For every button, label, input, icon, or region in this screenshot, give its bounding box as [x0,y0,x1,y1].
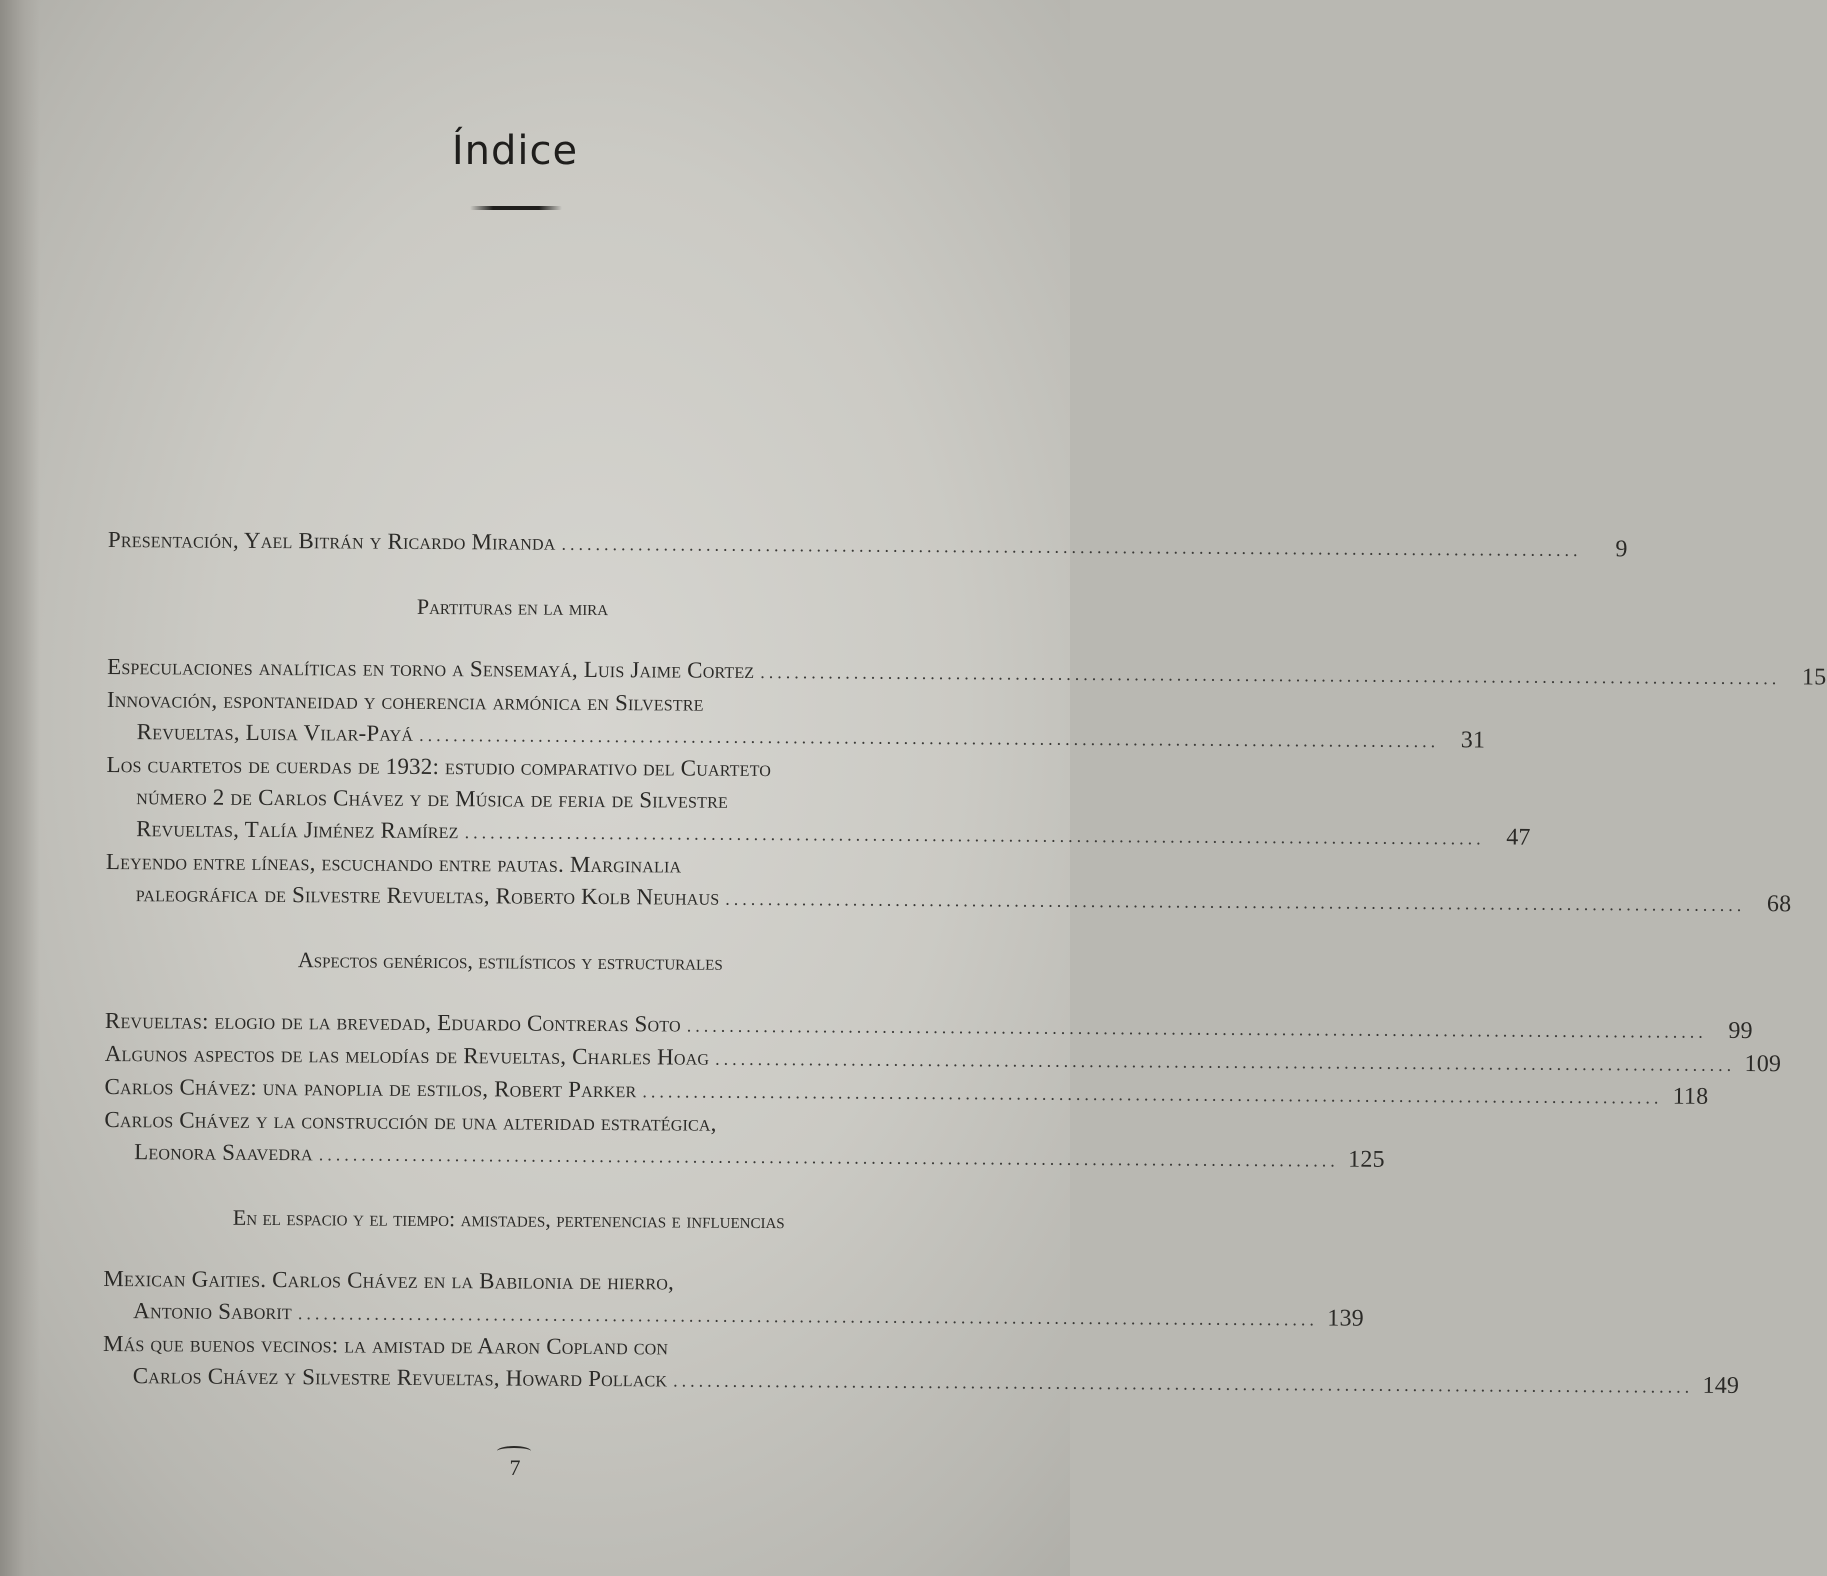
toc-entry [107,651,1827,691]
toc-entry-text: Especulaciones analíticas en torno a Sensemayá, Luis Jaime Cortez [107,653,755,683]
toc-sections [102,589,1827,1399]
leader-dots: ........................................................................................................................ [760,661,1781,689]
page-number: 7 [509,1455,521,1480]
section-heading: En el espacio y el tiempo: amistades, pertenencias e influencias [232,1204,785,1234]
toc-entry [104,1038,1782,1078]
toc-page-number: 109 [1744,1051,1782,1078]
toc-front-matter [107,524,1628,563]
toc-section [105,589,1827,918]
toc-page-number: 139 [1327,1305,1364,1332]
toc-page-number: 9 [1615,536,1628,563]
toc-entry [106,749,1531,851]
toc-entry-line [103,1328,913,1365]
toc-entry-line [106,846,916,883]
toc-section [102,1201,1740,1399]
toc-entry [107,524,1628,563]
toc-entry-text: Revueltas: elogio de la brevedad, Eduardo Contreras Soto [104,1007,681,1037]
toc-entry-text: Los cuartetos de cuerdas de 1932: estudio comparativo del Cuarteto [106,751,772,782]
toc-entry-line [104,1071,1709,1110]
toc-entry-text: Carlos Chávez y la construcción de una alteridad estratégica, [104,1106,717,1136]
toc-page-number: 68 [1766,891,1792,918]
toc-entry-line [106,813,1531,851]
toc-entry-text: Innovación, espontaneidad y coherencia armónica en Silvestre [106,686,704,716]
toc-entry-line [104,1038,1782,1078]
toc-entry-line [107,716,1486,754]
toc-entry-line [106,749,916,786]
leader-dots: ........................................................................................................................ [673,1370,1694,1397]
toc-entry-line [106,781,916,818]
leader-dots: ........................................................................................................................ [561,533,1582,561]
leader-dots: ........................................................................................................................ [464,822,1485,849]
leader-dots: ........................................................................................................................ [297,1303,1318,1330]
toc-entry-text: Leyendo entre líneas, escuchando entre pautas. Marginalia [105,848,682,878]
toc-page-number: 118 [1672,1083,1709,1110]
toc-entry-line [107,651,1827,691]
page-title: Índice [451,128,579,174]
toc-entry-text: Antonio Saborit [133,1298,293,1325]
toc-entry-line [107,684,917,721]
leader-dots: ........................................................................................................................ [686,1015,1707,1042]
toc-page-number: 47 [1506,824,1531,851]
leader-dots: ........................................................................................................................ [725,888,1746,916]
toc-entry-text: Carlos Chávez: una panoplia de estilos, Robert Parker [104,1073,637,1103]
toc-page-number: 31 [1460,727,1486,754]
toc-page-number: 15 [1801,664,1827,691]
toc-entry-line [106,878,1792,918]
toc-entry-text: número 2 de Carlos Chávez y de Música de feria de Silvestre [136,784,729,813]
toc-entry [105,846,1792,918]
toc-entry [103,1263,1364,1333]
toc-entry [104,1104,1385,1174]
toc-entry-line [107,524,1628,563]
toc-entry-text: Algunos aspectos de las melodías de Revueltas, Charles Hoag [104,1040,710,1070]
toc-entry-line [104,1005,1753,1045]
toc-entry-line [103,1263,913,1300]
section-heading: Aspectos genéricos, estilísticos y estructurales [297,947,723,975]
leader-dots: ........................................................................................................................ [419,724,1440,752]
toc-entry-line [104,1104,914,1141]
toc-entry-line [103,1360,1740,1399]
toc-entry-text: Revueltas, Luisa Vilar-Payá [136,719,414,746]
toc-entry-line [103,1295,1364,1333]
toc-entry [104,1071,1709,1110]
toc-page-number: 99 [1728,1017,1753,1045]
toc-page-number: 149 [1702,1372,1740,1399]
leader-dots: ........................................................................................................................ [318,1144,1339,1171]
toc-entry [102,1328,1740,1399]
toc-entry-text: Leonora Saavedra [134,1139,313,1166]
toc-entry-text: Más que buenos vecinos: la amistad de Aaron Copland con [102,1330,669,1360]
leader-dots: ........................................................................................................................ [715,1048,1736,1075]
toc-entry-text: Revueltas, Talía Jiménez Ramírez [136,816,459,844]
toc-entry [104,1005,1753,1045]
leader-dots: ........................................................................................................................ [642,1081,1663,1108]
toc-entry-text: paleográfica de Silvestre Revueltas, Roberto Kolb Neuhaus [135,881,720,910]
binding-shadow [0,0,40,1576]
toc-section [104,943,1782,1174]
title-ornament-rule [470,206,562,210]
toc-page-number: 125 [1348,1146,1385,1173]
toc-entry [106,684,1486,754]
table-of-contents [102,524,1827,1399]
toc-entry-text: Carlos Chávez y Silvestre Revueltas, Howard Pollack [132,1363,668,1392]
toc-entry-text: Presentación, Yael Bitrán y Ricardo Miranda [107,526,556,555]
section-heading: Partituras en la mira [416,593,609,621]
toc-entry-line [104,1136,1385,1174]
toc-entry-text: Mexican Gaities. Carlos Chávez en la Babilonia de hierro, [103,1265,675,1295]
